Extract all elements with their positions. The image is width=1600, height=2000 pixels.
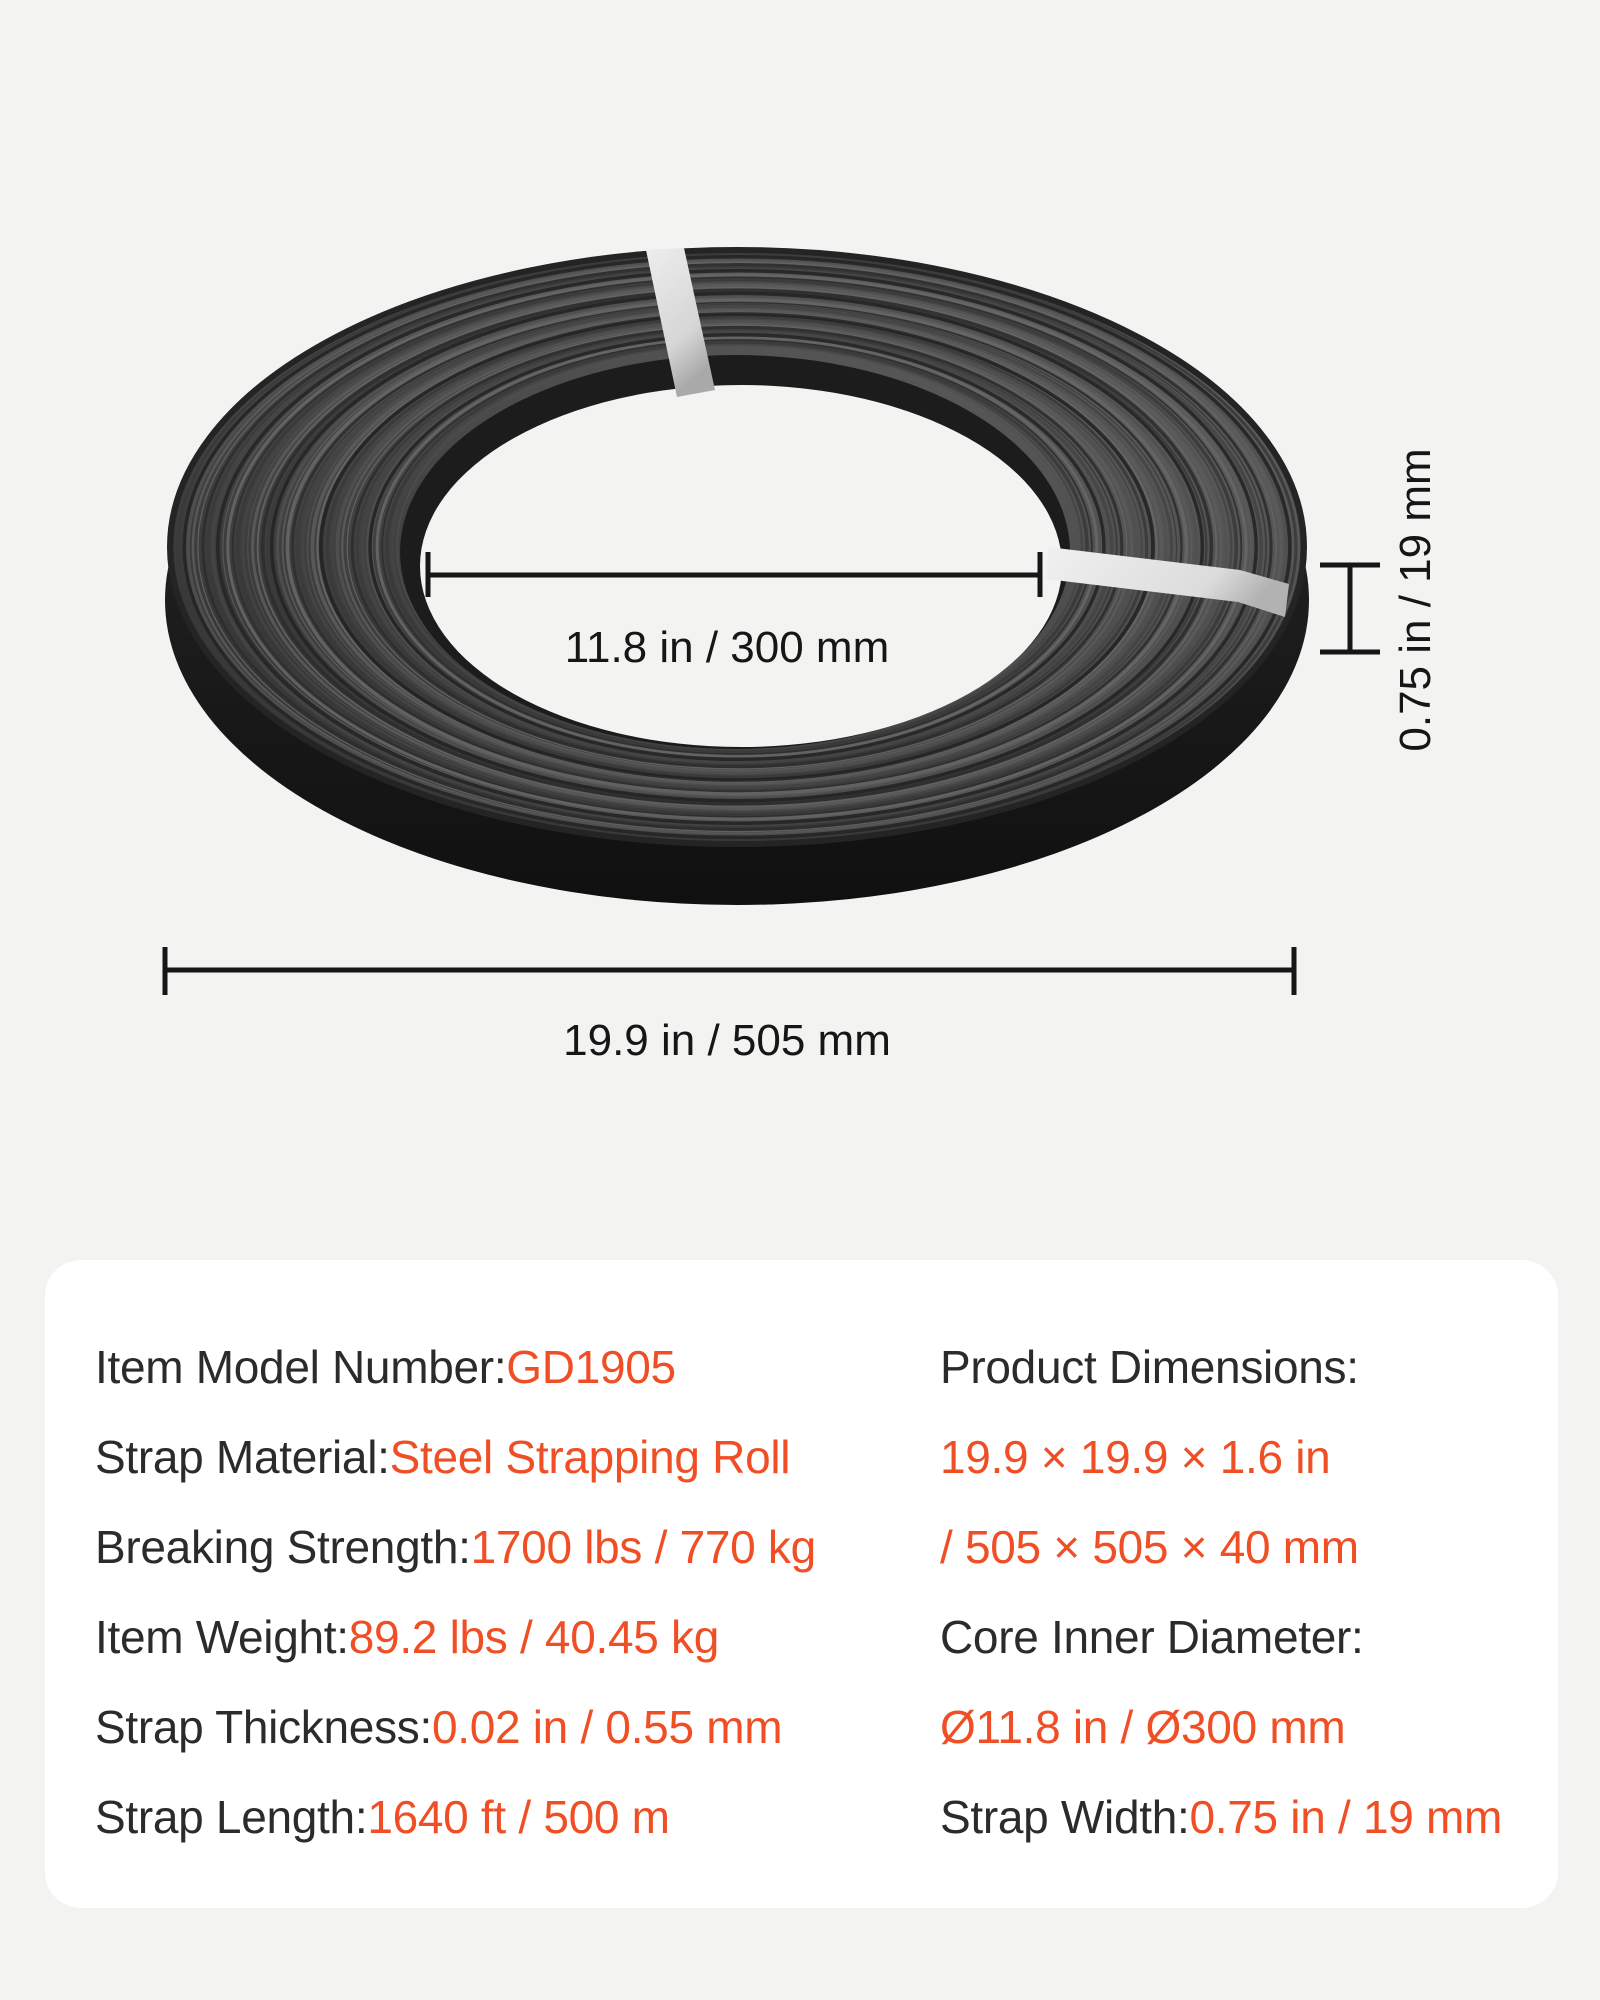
spec-value: GD1905 (506, 1341, 676, 1393)
spec-value: / 505 × 505 × 40 mm (940, 1521, 1359, 1573)
spec-row-model-number (95, 1322, 915, 1412)
spec-column-right (940, 1322, 1540, 1862)
spec-value: 0.02 in / 0.55 mm (431, 1701, 783, 1753)
coil-core-hole (420, 385, 1062, 747)
spec-row-strap-material (95, 1412, 915, 1502)
strap-width-dimension (1320, 448, 1440, 751)
spec-value: 89.2 lbs / 40.45 kg (348, 1611, 719, 1663)
spec-label: Strap Length: (95, 1791, 368, 1843)
spec-row-strap-length (95, 1772, 915, 1862)
spec-row-product-dimensions-mm (940, 1502, 1540, 1592)
core-diameter-label: 11.8 in / 300 mm (564, 623, 890, 672)
spec-label: Item Weight: (95, 1611, 349, 1663)
spec-row-product-dimensions-in (940, 1412, 1540, 1502)
spec-label: Strap Thickness: (95, 1701, 432, 1753)
spec-value: Steel Strapping Roll (389, 1431, 791, 1483)
spec-row-breaking-strength (95, 1502, 915, 1592)
spec-row-core-inner-diameter-value (940, 1682, 1540, 1772)
spec-label: Core Inner Diameter: (940, 1611, 1364, 1663)
outer-diameter-dimension (165, 947, 1294, 1065)
spec-value: 0.75 in / 19 mm (1189, 1791, 1503, 1843)
spec-row-strap-thickness (95, 1682, 915, 1772)
spec-card (45, 1260, 1558, 1908)
spec-label: Strap Width: (940, 1791, 1190, 1843)
spec-label: Product Dimensions: (940, 1341, 1359, 1393)
spec-row-item-weight (95, 1592, 915, 1682)
spec-label: Strap Material: (95, 1431, 390, 1483)
spec-value: Ø11.8 in / Ø300 mm (940, 1701, 1346, 1753)
spec-column-left (95, 1322, 915, 1862)
spec-row-core-inner-diameter-label (940, 1592, 1540, 1682)
outer-diameter-label: 19.9 in / 505 mm (563, 1016, 891, 1065)
spec-value: 19.9 × 19.9 × 1.6 in (940, 1431, 1331, 1483)
spec-row-product-dimensions-label (940, 1322, 1540, 1412)
spec-row-strap-width (940, 1772, 1540, 1862)
strap-width-label: 0.75 in / 19 mm (1391, 448, 1440, 752)
spec-label: Breaking Strength: (95, 1521, 471, 1573)
spec-value: 1700 lbs / 770 kg (470, 1521, 816, 1573)
spec-label: Item Model Number: (95, 1341, 507, 1393)
spec-value: 1640 ft / 500 m (367, 1791, 670, 1843)
